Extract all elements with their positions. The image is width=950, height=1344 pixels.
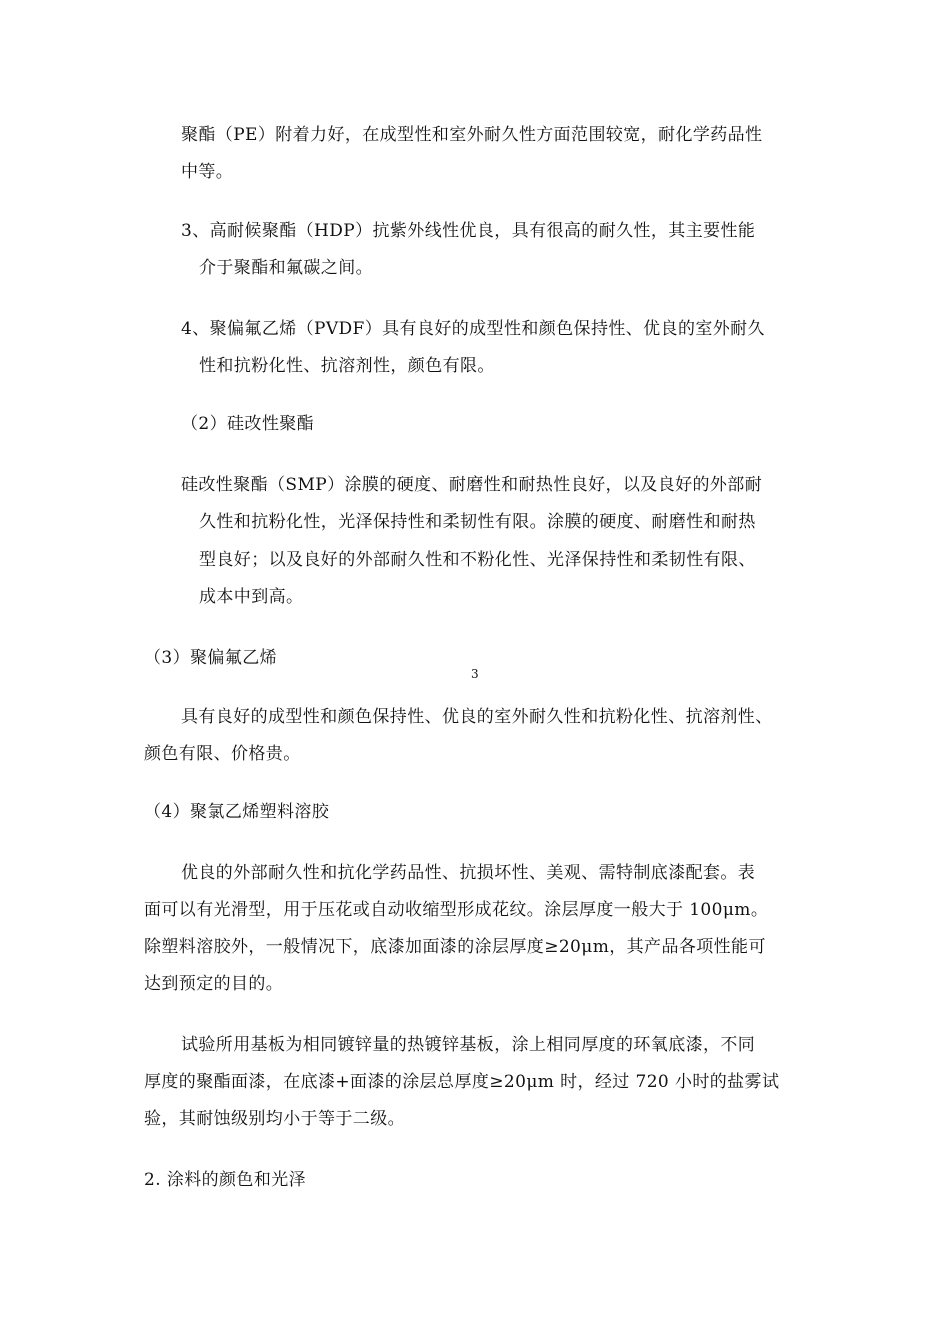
paragraph-hdp-line-1: 3、高耐候聚酯（HDP）抗紫外线性优良，具有很高的耐久性，其主要性能	[181, 221, 756, 241]
paragraph-test-line-2: 厚度的聚酯面漆，在底漆+面漆的涂层总厚度≥20μm 时，经过 720 小时的盐雾试	[144, 1072, 780, 1092]
paragraph-smp-line-4: 成本中到高。	[199, 587, 304, 607]
page-number: 3	[471, 667, 479, 681]
paragraph-pe-line-2: 中等。	[181, 162, 234, 182]
paragraph-pvdf-line-2: 性和抗粉化性、抗溶剂性，颜色有限。	[199, 356, 495, 376]
paragraph-test-line-1: 试验所用基板为相同镀锌量的热镀锌基板，涂上相同厚度的环氧底漆，不同	[181, 1035, 756, 1055]
paragraph-pvc-line-1: 优良的外部耐久性和抗化学药品性、抗损坏性、美观、需特制底漆配套。表	[181, 863, 756, 883]
heading-paint-color-gloss: 2. 涂料的颜色和光泽	[144, 1170, 307, 1190]
paragraph-pvc-line-2: 面可以有光滑型，用于压花或自动收缩型形成花纹。涂层厚度一般大于 100μm。	[144, 900, 769, 920]
heading-silicone-polyester: （2）硅改性聚酯	[181, 414, 315, 434]
paragraph-pvc-line-4: 达到预定的目的。	[144, 974, 284, 994]
paragraph-smp-line-2: 久性和抗粉化性，光泽保持性和柔韧性有限。涂膜的硬度、耐磨性和耐热	[199, 512, 756, 532]
paragraph-pvdf-detail-line-1: 具有良好的成型性和颜色保持性、优良的室外耐久性和抗粉化性、抗溶剂性、	[181, 707, 773, 727]
heading-pvdf: （3）聚偏氟乙烯	[144, 648, 278, 668]
heading-pvc-plastisol: （4）聚氯乙烯塑料溶胶	[144, 802, 330, 822]
paragraph-smp-line-3: 型良好；以及良好的外部耐久性和不粉化性、光泽保持性和柔韧性有限、	[199, 550, 756, 570]
paragraph-hdp-line-2: 介于聚酯和氟碳之间。	[199, 258, 373, 278]
paragraph-pvc-line-3: 除塑料溶胶外，一般情况下，底漆加面漆的涂层厚度≥20μm，其产品各项性能可	[144, 937, 766, 957]
paragraph-test-line-3: 验，其耐蚀级别均小于等于二级。	[144, 1109, 405, 1129]
paragraph-pvdf-detail-line-2: 颜色有限、价格贵。	[144, 744, 301, 764]
paragraph-pe-line-1: 聚酯（PE）附着力好，在成型性和室外耐久性方面范围较宽，耐化学药品性	[181, 125, 763, 145]
paragraph-smp-line-1: 硅改性聚酯（SMP）涂膜的硬度、耐磨性和耐热性良好，以及良好的外部耐	[181, 475, 763, 495]
paragraph-pvdf-line-1: 4、聚偏氟乙烯（PVDF）具有良好的成型性和颜色保持性、优良的室外耐久	[181, 319, 765, 339]
